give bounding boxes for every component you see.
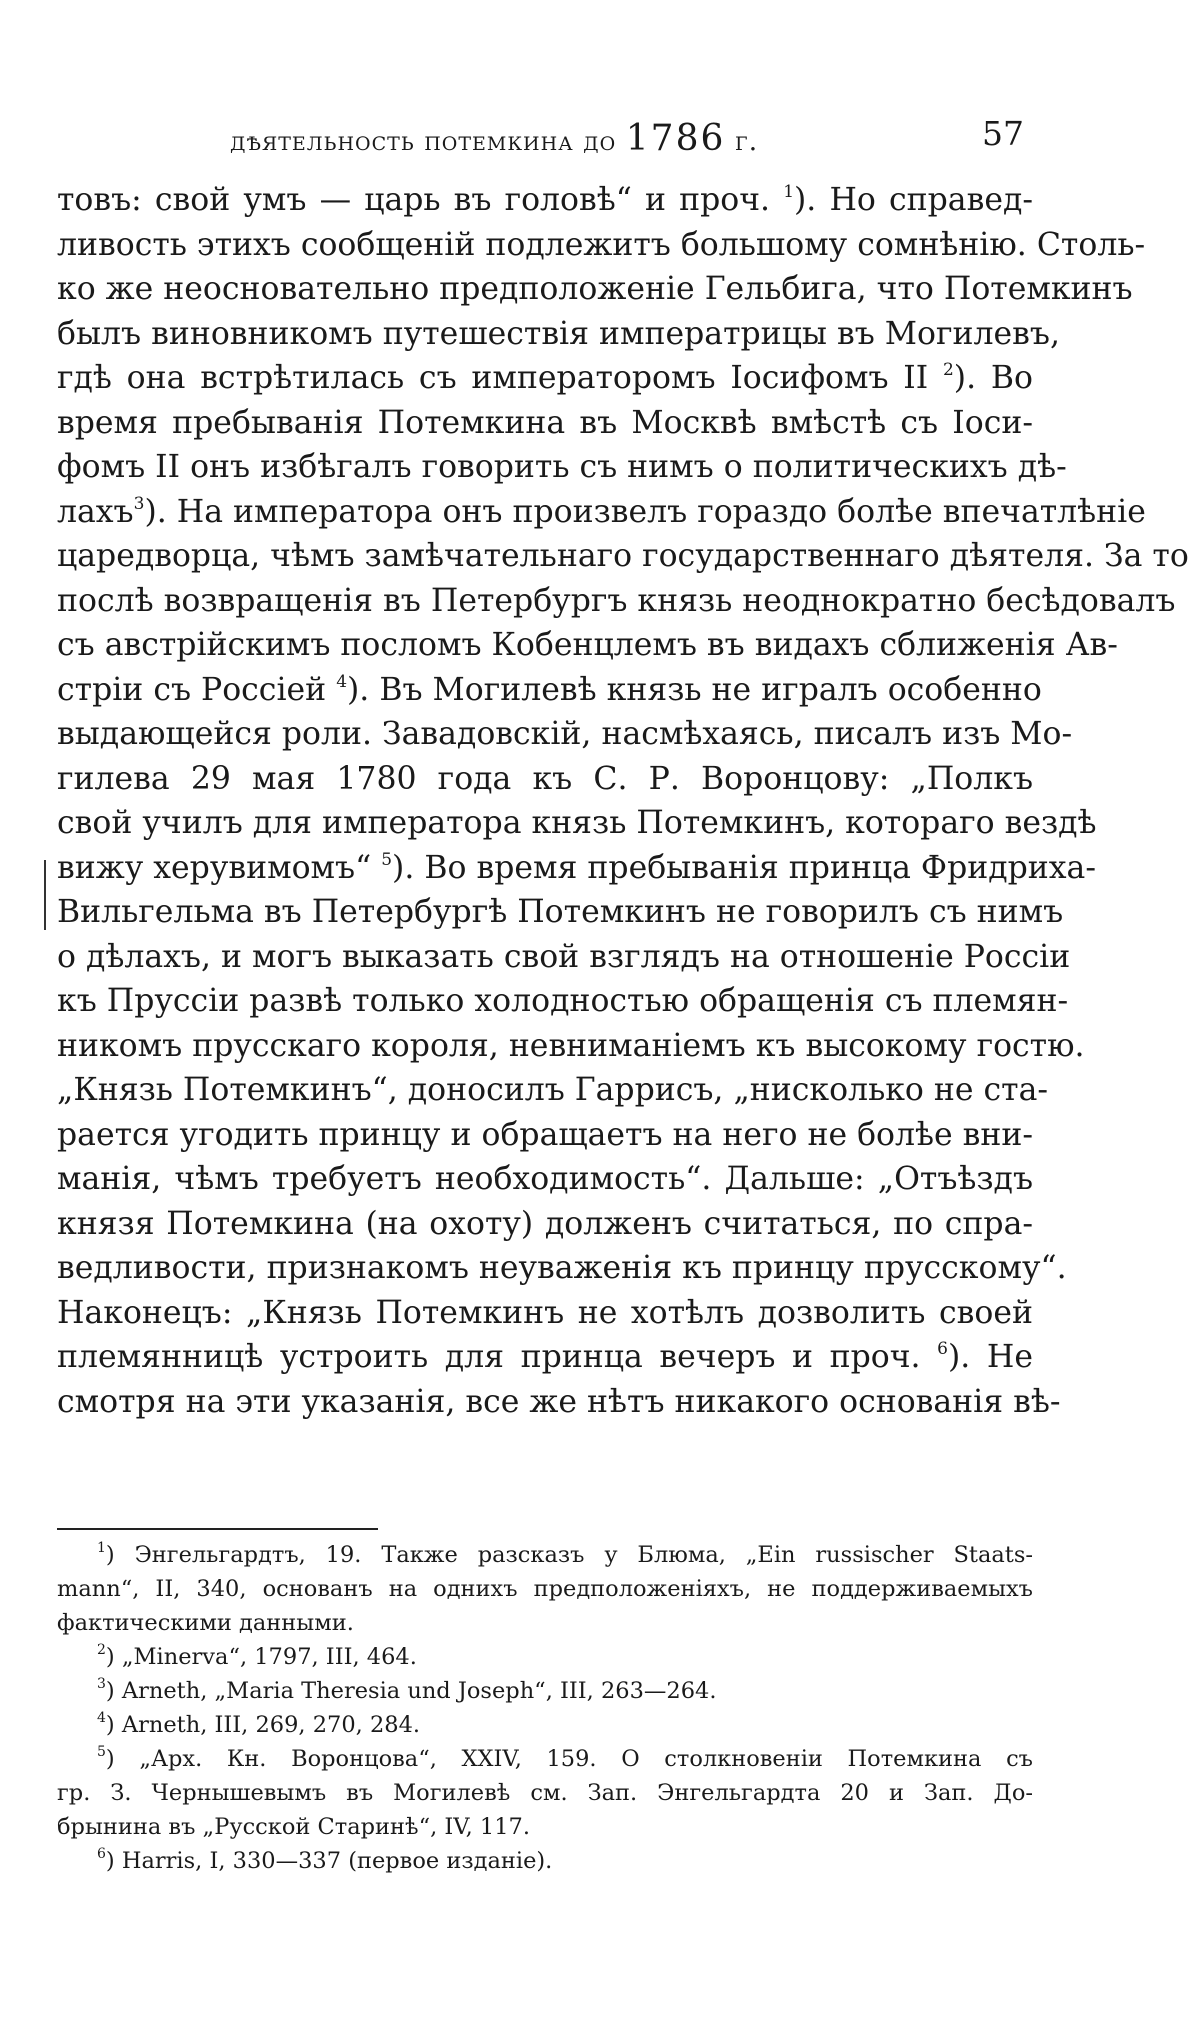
footnote-line (57, 1776, 1033, 1810)
line-text: царедворца, чѣмъ замѣчательнаго государственнаго дѣятеля. За то (57, 538, 1189, 574)
line-text: Вильгельма въ Петербургѣ Потемкинъ не говорилъ съ нимъ (57, 894, 1064, 930)
text-line (57, 223, 1146, 268)
footnote-number: 2 (97, 1642, 106, 1658)
line-text: гдѣ она встрѣтилась съ императоромъ Іосифомъ II (57, 360, 943, 396)
line-text: „Князь Потемкинъ“, доносилъ Гаррисъ, „нисколько не ста- (57, 1072, 1049, 1108)
footnote-ref: 6 (937, 1339, 948, 1359)
line-text-continued: ). Въ Могилевѣ князь не игралъ особенно (347, 671, 1042, 708)
footnote-line (57, 1606, 1033, 1640)
line-text-continued: ). Но справед- (794, 182, 1033, 218)
footnote-ref: 4 (336, 671, 348, 692)
running-year: 1786 (625, 118, 726, 159)
footnote-text: Энгельгардтъ, 19. Также разсказъ у Блюма, „Ein russischer Staats- (134, 1542, 1033, 1568)
text-line (57, 312, 1060, 357)
text-line (57, 979, 1069, 1024)
footnote-text: брынина въ „Русской Старинѣ“, IV, 117. (57, 1814, 530, 1840)
text-line (57, 534, 1189, 579)
line-text: вижу херувимомъ“ (57, 849, 382, 886)
page-number: 57 (982, 114, 1024, 153)
text-line (57, 1068, 1049, 1113)
footnote-marker: $^3$) (97, 1676, 122, 1704)
footnote-marker: $^6$) (97, 1846, 122, 1874)
main-text (57, 178, 1189, 1424)
text-line (57, 267, 1133, 312)
text-line (57, 935, 1071, 980)
footnote-ref: 5 (381, 849, 393, 870)
footnote-text: „Minerva“, 1797, III, 464. (121, 1644, 417, 1670)
line-text: манія, чѣмъ требуетъ необходимость“. Дальше: „Отъѣздъ (57, 1161, 1033, 1197)
footnote-number: 4 (97, 1710, 106, 1726)
line-text: съ австрійскимъ посломъ Кобенцлемъ въ видахъ сближенія Ав- (57, 627, 1118, 663)
footnote-ref: 1 (783, 182, 795, 202)
line-text: ведливости, признакомъ неуваженія къ принцу прусскому“. (57, 1250, 1067, 1286)
footnotes (57, 1538, 1033, 1878)
line-text: Наконецъ: „Князь Потемкинъ не хотѣлъ дозволить своей (57, 1294, 1033, 1331)
text-line (57, 1113, 1033, 1158)
text-line (57, 579, 1176, 624)
footnote-ref: 3 (133, 493, 145, 514)
text-line (57, 490, 1146, 535)
text-line (57, 445, 1067, 490)
footnote-line (57, 1572, 1033, 1606)
footnote-line (57, 1538, 1033, 1572)
running-head (230, 118, 758, 159)
footnote-text: фактическими данными. (57, 1610, 354, 1636)
margin-mark (44, 860, 46, 930)
footnote-number: 3 (97, 1676, 106, 1692)
text-line (57, 668, 1042, 713)
footnote-marker: $^1$) (97, 1540, 135, 1568)
line-text: ко же неосновательно предположеніе Гельбига, что Потемкинъ (57, 271, 1133, 307)
footnote-ref: 2 (942, 360, 954, 380)
line-text: ливость этихъ сообщеній подлежитъ большому сомнѣнію. Столь- (57, 226, 1146, 263)
footnote-line (57, 1708, 1033, 1742)
line-text: товъ: свой умъ — царь въ головѣ“ и проч. (57, 182, 784, 218)
text-line (57, 712, 1073, 757)
line-text-continued: ). Во время пребыванія принца Фридриха- (392, 849, 1096, 886)
text-line (57, 1291, 1033, 1336)
line-text: былъ виновникомъ путешествія императрицы въ Могилевъ, (57, 315, 1060, 352)
footnote-number: 5 (97, 1744, 106, 1760)
footnote-text: Arneth, III, 269, 270, 284. (121, 1712, 421, 1738)
footnote-text: Arneth, „Maria Theresia und Joseph“, III, 263—264. (121, 1678, 717, 1704)
line-text: лахъ (57, 493, 134, 530)
text-line (57, 178, 1033, 223)
footnote-line (57, 1674, 1033, 1708)
footnote-line (57, 1810, 1033, 1844)
footnote-marker: $^5$) (97, 1744, 140, 1772)
text-line (57, 1335, 1033, 1380)
running-suffix: г. (735, 126, 759, 157)
text-line (57, 1246, 1067, 1291)
line-text: время пребыванія Потемкина въ Москвѣ вмѣстѣ съ Іоси- (57, 404, 1033, 441)
line-text: выдающейся роли. Завадовскій, насмѣхаясь, писалъ изъ Мо- (57, 716, 1073, 752)
footnote-text: „Арх. Кн. Воронцова“, XXIV, 159. О столкновеніи Потемкина съ (139, 1746, 1033, 1772)
line-text: рается угодить принцу и обращаетъ на него не болѣе вни- (57, 1116, 1034, 1153)
line-text: фомъ II онъ избѣгалъ говорить съ нимъ о политическихъ дѣ- (57, 449, 1067, 485)
footnote-number: 1 (97, 1540, 106, 1556)
text-line (57, 1202, 1033, 1247)
text-line (57, 890, 1064, 935)
text-line (57, 401, 1033, 446)
line-text: послѣ возвращенія въ Петербургъ князь неоднократно бесѣдовалъ (57, 582, 1176, 619)
text-line (57, 623, 1118, 668)
footnote-text: Harris, I, 330—337 (первое изданіе). (121, 1848, 553, 1874)
footnote-marker: $^2$) (97, 1642, 122, 1670)
text-line (57, 1157, 1033, 1202)
line-text: гилева 29 мая 1780 года къ С. Р. Воронцову: „Полкъ (57, 760, 1033, 797)
footnote-line (57, 1742, 1033, 1776)
footnote-rule (57, 1528, 378, 1530)
text-line (57, 801, 1097, 846)
footnote-line (57, 1640, 1033, 1674)
footnote-line (57, 1844, 1033, 1878)
line-text: о дѣлахъ, и могъ выказать свой взглядъ на отношеніе Россіи (57, 938, 1071, 975)
footnote-text: гр. З. Чернышевымъ въ Могилевѣ см. Зап. Энгельгардта 20 и Зап. До- (57, 1780, 1033, 1806)
line-text: племянницѣ устроить для принца вечеръ и проч. (57, 1339, 938, 1375)
text-line (57, 356, 1033, 401)
line-text: смотря на эти указанія, все же нѣтъ никакого основанія вѣ- (57, 1383, 1061, 1420)
text-line (57, 1380, 1061, 1425)
line-text: стріи съ Россіей (57, 671, 337, 708)
text-line (57, 757, 1033, 802)
line-text-continued: ). Во (953, 360, 1033, 396)
text-line (57, 846, 1096, 891)
line-text: князя Потемкина (на охоту) долженъ считаться, по спра- (57, 1205, 1033, 1242)
line-text: къ Пруссіи развѣ только холодностью обращенія съ племян- (57, 983, 1069, 1019)
line-text-continued: ). На императора онъ произвелъ гораздо болѣе впечатлѣніе (144, 493, 1146, 530)
line-text: свой училъ для императора князь Потемкинъ, котораго вездѣ (57, 805, 1097, 841)
footnote-text: mann“, II, 340, основанъ на однихъ предположеніяхъ, не поддерживаемыхъ (57, 1576, 1033, 1602)
footnote-marker: $^4$) (97, 1710, 122, 1738)
running-title: дѣятельность потемкина до (230, 126, 617, 157)
text-line (57, 1024, 1085, 1069)
line-text-continued: ). Не (947, 1339, 1033, 1375)
footnote-number: 6 (97, 1846, 106, 1862)
line-text: никомъ прусскаго короля, невниманіемъ къ высокому гостю. (57, 1027, 1085, 1064)
